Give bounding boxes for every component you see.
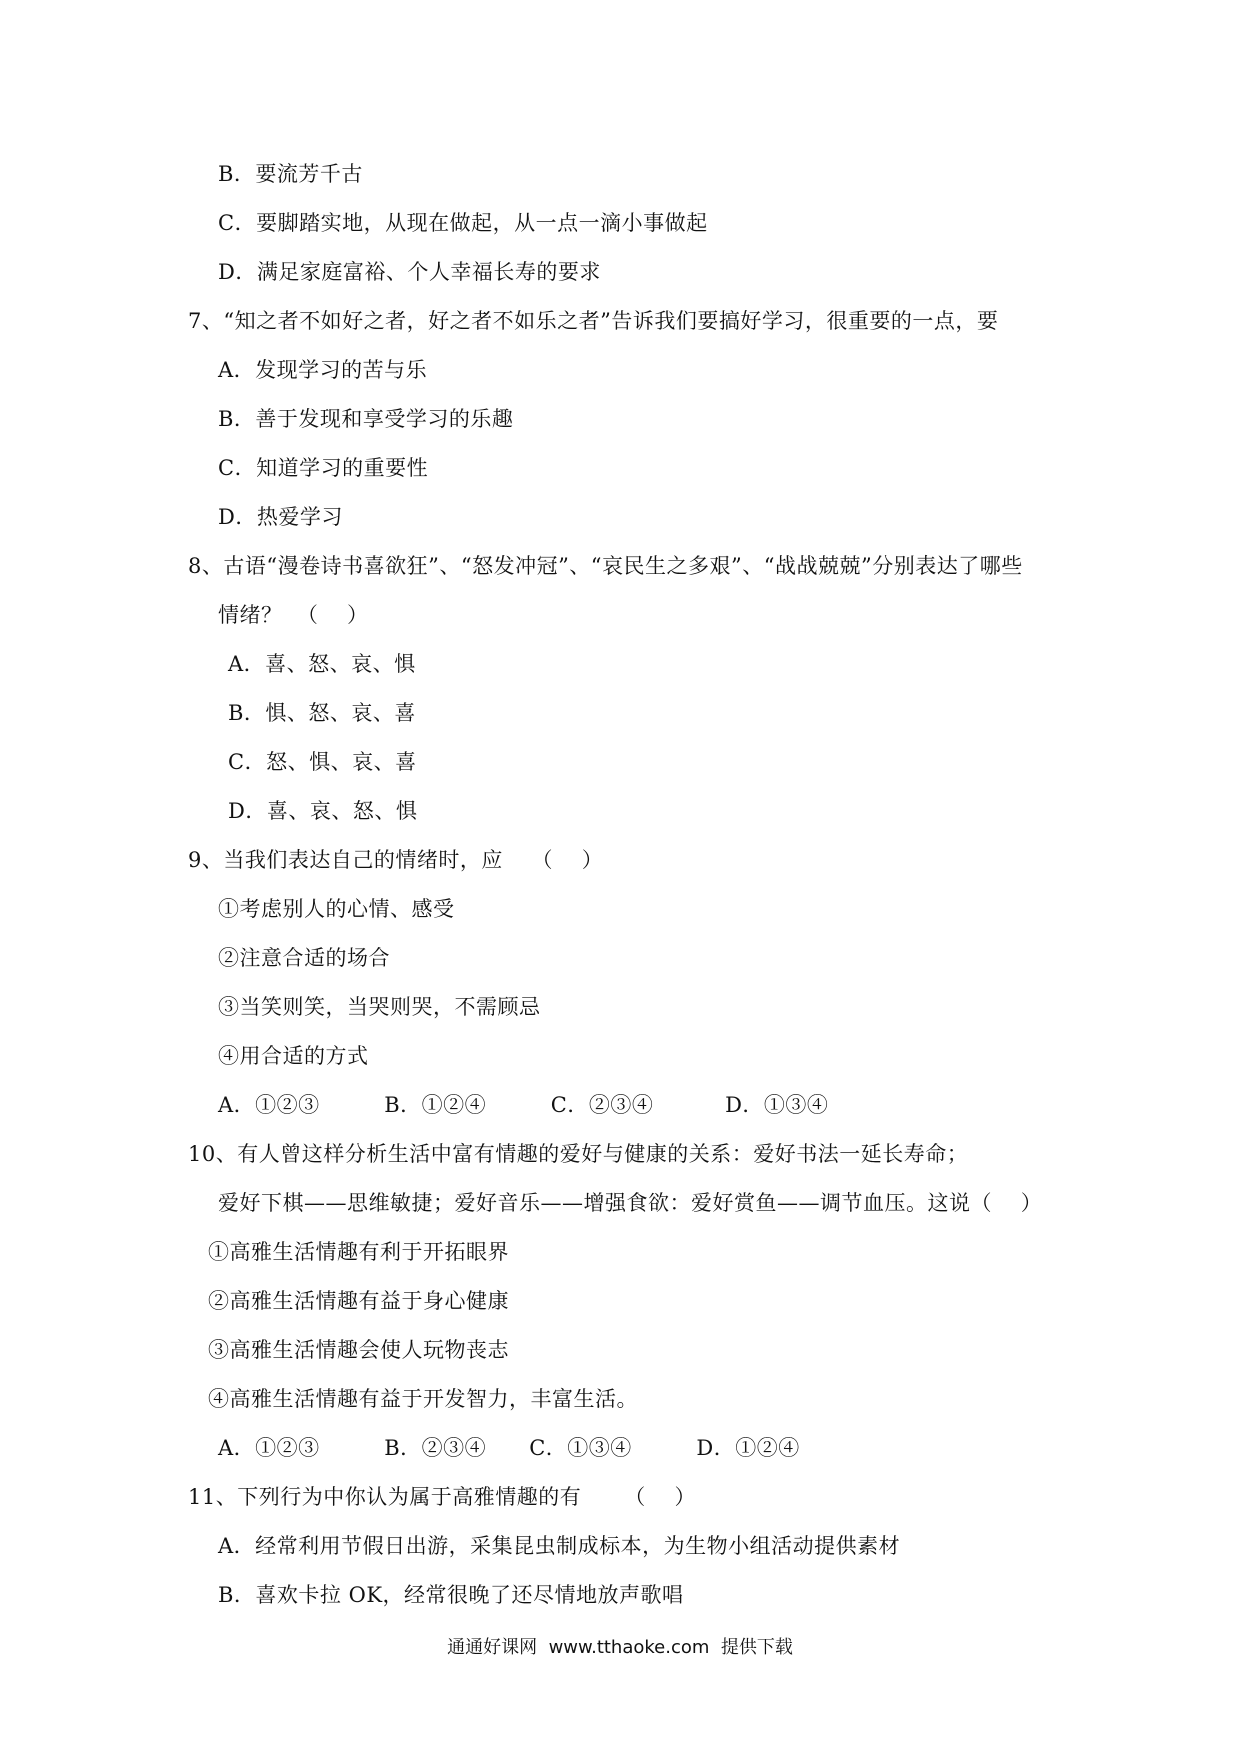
option-d-q7: D．热爱学习 (218, 505, 343, 529)
option-a-q11: A．经常利用节假日出游，采集昆虫制成标本，为生物小组活动提供素材 (218, 1534, 901, 1558)
options-q10: A．①②③ B．②③④ C．①③④ D．①②④ (218, 1436, 800, 1460)
options-q9: A．①②③ B．①②④ C．②③④ D．①③④ (218, 1093, 829, 1117)
statement-4-q10: ④高雅生活情趣有益于开发智力，丰富生活。 (208, 1387, 638, 1411)
option-c-q8: C．怒、惧、哀、喜 (228, 750, 417, 774)
statement-3-q9: ③当笑则笑，当哭则哭，不需顾忌 (218, 995, 541, 1019)
option-b-q6: B．要流芳千古 (218, 162, 363, 186)
statement-2-q10: ②高雅生活情趣有益于身心健康 (208, 1289, 509, 1313)
option-a-q8: A．喜、怒、哀、惧 (228, 652, 416, 676)
statement-1-q9: ①考虑别人的心情、感受 (218, 897, 455, 921)
page-footer: 通通好课网 www.tthaoke.com 提供下载 (447, 1637, 793, 1658)
statement-3-q10: ③高雅生活情趣会使人玩物丧志 (208, 1338, 509, 1362)
statement-1-q10: ①高雅生活情趣有利于开拓眼界 (208, 1240, 509, 1264)
option-c-q7: C．知道学习的重要性 (218, 456, 429, 480)
question-8-continued: 情绪？ （ ） (218, 603, 369, 627)
option-d-q8: D．喜、哀、怒、惧 (228, 799, 418, 823)
option-d-q6: D．满足家庭富裕、个人幸福长寿的要求 (218, 260, 601, 284)
statement-4-q9: ④用合适的方式 (218, 1044, 369, 1068)
question-10: 10、有人曾这样分析生活中富有情趣的爱好与健康的关系：爱好书法一延长寿命； (188, 1142, 969, 1166)
option-c-q6: C．要脚踏实地，从现在做起，从一点一滴小事做起 (218, 211, 708, 235)
option-b-q7: B．善于发现和享受学习的乐趣 (218, 407, 514, 431)
question-8: 8、古语“漫卷诗书喜欲狂”、“怒发冲冠”、“哀民生之多艰”、“战战兢兢”分别表达了哪些 (188, 554, 1023, 578)
question-11: 11、下列行为中你认为属于高雅情趣的有 （ ） (188, 1485, 696, 1509)
question-10-continued: 爱好下棋——思维敏捷；爱好音乐——增强食欲：爱好赏鱼——调节血压。这说（ ） (218, 1191, 1043, 1215)
statement-2-q9: ②注意合适的场合 (218, 946, 390, 970)
option-b-q11: B．喜欢卡拉 OK，经常很晚了还尽情地放声歌唱 (218, 1583, 684, 1607)
question-7: 7、“知之者不如好之者，好之者不如乐之者”告诉我们要搞好学习，很重要的一点，要 (188, 309, 999, 333)
option-a-q7: A．发现学习的苦与乐 (218, 358, 428, 382)
option-b-q8: B．惧、怒、哀、喜 (228, 701, 416, 725)
question-9: 9、当我们表达自己的情绪时，应 （ ） (188, 848, 604, 872)
